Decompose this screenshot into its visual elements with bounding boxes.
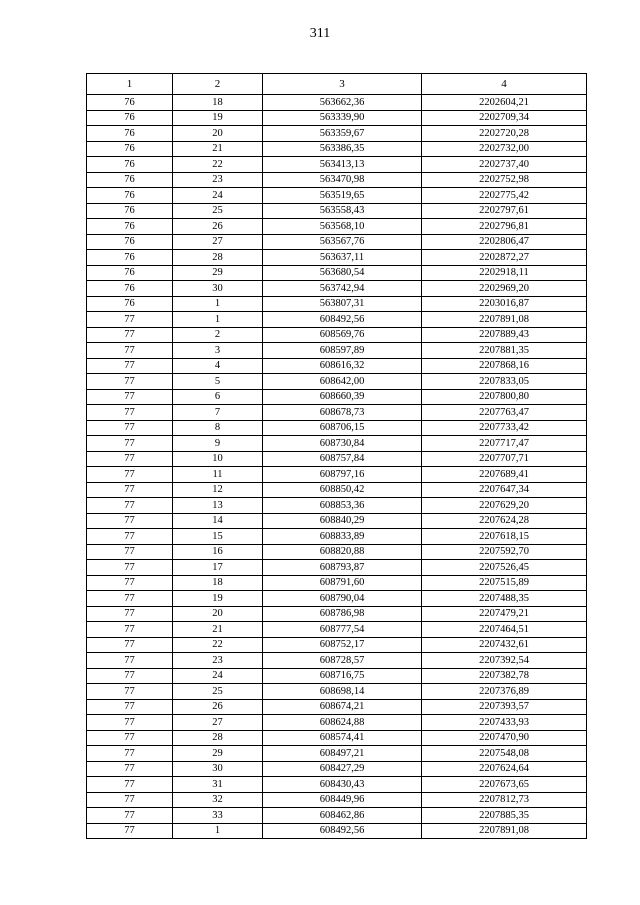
object-number-cell: 77 bbox=[87, 792, 173, 808]
point-number-cell: 30 bbox=[173, 761, 263, 777]
table-row bbox=[87, 343, 587, 359]
y-coordinate-cell: 2207432,61 bbox=[422, 637, 587, 653]
object-number-cell: 77 bbox=[87, 730, 173, 746]
y-coordinate-cell: 2207891,08 bbox=[422, 312, 587, 328]
object-number-cell: 77 bbox=[87, 529, 173, 545]
table-row bbox=[87, 172, 587, 188]
y-coordinate-cell: 2202796,81 bbox=[422, 219, 587, 235]
table-row bbox=[87, 808, 587, 824]
x-coordinate-cell: 608492,56 bbox=[263, 823, 422, 839]
object-number-cell: 77 bbox=[87, 358, 173, 374]
table-row bbox=[87, 188, 587, 204]
point-number-cell: 24 bbox=[173, 188, 263, 204]
table-row bbox=[87, 792, 587, 808]
y-coordinate-cell: 2207618,15 bbox=[422, 529, 587, 545]
point-number-cell: 12 bbox=[173, 482, 263, 498]
object-number-cell: 77 bbox=[87, 823, 173, 839]
x-coordinate-cell: 608616,32 bbox=[263, 358, 422, 374]
point-number-cell: 18 bbox=[173, 575, 263, 591]
object-number-cell: 76 bbox=[87, 157, 173, 173]
table-row bbox=[87, 436, 587, 452]
y-coordinate-cell: 2207464,51 bbox=[422, 622, 587, 638]
object-number-cell: 77 bbox=[87, 761, 173, 777]
point-number-cell: 31 bbox=[173, 777, 263, 793]
point-number-cell: 8 bbox=[173, 420, 263, 436]
point-number-cell: 9 bbox=[173, 436, 263, 452]
x-coordinate-cell: 563568,10 bbox=[263, 219, 422, 235]
y-coordinate-cell: 2207833,05 bbox=[422, 374, 587, 390]
x-coordinate-cell: 563742,94 bbox=[263, 281, 422, 297]
point-number-cell: 3 bbox=[173, 343, 263, 359]
object-number-cell: 77 bbox=[87, 389, 173, 405]
y-coordinate-cell: 2207881,35 bbox=[422, 343, 587, 359]
y-coordinate-cell: 2202969,20 bbox=[422, 281, 587, 297]
y-coordinate-cell: 2207673,65 bbox=[422, 777, 587, 793]
y-coordinate-cell: 2202737,40 bbox=[422, 157, 587, 173]
x-coordinate-cell: 608449,96 bbox=[263, 792, 422, 808]
y-coordinate-cell: 2207382,78 bbox=[422, 668, 587, 684]
object-number-cell: 77 bbox=[87, 312, 173, 328]
y-coordinate-cell: 2207433,93 bbox=[422, 715, 587, 731]
table-row bbox=[87, 699, 587, 715]
table-row bbox=[87, 637, 587, 653]
x-coordinate-cell: 608569,76 bbox=[263, 327, 422, 343]
object-number-cell: 77 bbox=[87, 808, 173, 824]
table-row bbox=[87, 730, 587, 746]
object-number-cell: 77 bbox=[87, 622, 173, 638]
y-coordinate-cell: 2207376,89 bbox=[422, 684, 587, 700]
table-row bbox=[87, 668, 587, 684]
point-number-cell: 1 bbox=[173, 823, 263, 839]
y-coordinate-cell: 2207763,47 bbox=[422, 405, 587, 421]
object-number-cell: 77 bbox=[87, 327, 173, 343]
point-number-cell: 16 bbox=[173, 544, 263, 560]
point-number-cell: 20 bbox=[173, 606, 263, 622]
object-number-cell: 77 bbox=[87, 684, 173, 700]
point-number-cell: 25 bbox=[173, 684, 263, 700]
object-number-cell: 77 bbox=[87, 653, 173, 669]
x-coordinate-cell: 608430,43 bbox=[263, 777, 422, 793]
object-number-cell: 77 bbox=[87, 343, 173, 359]
object-number-cell: 77 bbox=[87, 746, 173, 762]
table-row bbox=[87, 591, 587, 607]
point-number-cell: 23 bbox=[173, 172, 263, 188]
y-coordinate-cell: 2203016,87 bbox=[422, 296, 587, 312]
x-coordinate-cell: 563519,65 bbox=[263, 188, 422, 204]
x-coordinate-cell: 608790,04 bbox=[263, 591, 422, 607]
x-coordinate-cell: 608462,86 bbox=[263, 808, 422, 824]
object-number-cell: 76 bbox=[87, 141, 173, 157]
object-number-cell: 77 bbox=[87, 560, 173, 576]
x-coordinate-cell: 608698,14 bbox=[263, 684, 422, 700]
object-number-cell: 77 bbox=[87, 498, 173, 514]
table-row bbox=[87, 498, 587, 514]
y-coordinate-cell: 2202918,11 bbox=[422, 265, 587, 281]
y-coordinate-cell: 2207488,35 bbox=[422, 591, 587, 607]
y-coordinate-cell: 2202775,42 bbox=[422, 188, 587, 204]
y-coordinate-cell: 2207470,90 bbox=[422, 730, 587, 746]
object-number-cell: 77 bbox=[87, 591, 173, 607]
point-number-cell: 1 bbox=[173, 296, 263, 312]
table-row bbox=[87, 405, 587, 421]
x-coordinate-cell: 563558,43 bbox=[263, 203, 422, 219]
point-number-cell: 32 bbox=[173, 792, 263, 808]
y-coordinate-cell: 2202732,00 bbox=[422, 141, 587, 157]
x-coordinate-cell: 608728,57 bbox=[263, 653, 422, 669]
object-number-cell: 77 bbox=[87, 715, 173, 731]
point-number-cell: 19 bbox=[173, 110, 263, 126]
y-coordinate-cell: 2207629,20 bbox=[422, 498, 587, 514]
x-coordinate-cell: 608850,42 bbox=[263, 482, 422, 498]
object-number-cell: 77 bbox=[87, 513, 173, 529]
table-row bbox=[87, 250, 587, 266]
x-coordinate-cell: 608791,60 bbox=[263, 575, 422, 591]
point-number-cell: 13 bbox=[173, 498, 263, 514]
x-coordinate-cell: 563339,90 bbox=[263, 110, 422, 126]
table-row bbox=[87, 296, 587, 312]
x-coordinate-cell: 563567,76 bbox=[263, 234, 422, 250]
y-coordinate-cell: 2207868,16 bbox=[422, 358, 587, 374]
table-row bbox=[87, 219, 587, 235]
object-number-cell: 77 bbox=[87, 544, 173, 560]
x-coordinate-cell: 608497,21 bbox=[263, 746, 422, 762]
table-row bbox=[87, 823, 587, 839]
y-coordinate-cell: 2202872,27 bbox=[422, 250, 587, 266]
object-number-cell: 77 bbox=[87, 451, 173, 467]
object-number-cell: 77 bbox=[87, 405, 173, 421]
y-coordinate-cell: 2207891,08 bbox=[422, 823, 587, 839]
table-row bbox=[87, 715, 587, 731]
table-row bbox=[87, 451, 587, 467]
coordinates-table bbox=[86, 73, 587, 839]
point-number-cell: 23 bbox=[173, 653, 263, 669]
x-coordinate-cell: 608797,16 bbox=[263, 467, 422, 483]
y-coordinate-cell: 2207548,08 bbox=[422, 746, 587, 762]
object-number-cell: 77 bbox=[87, 777, 173, 793]
y-coordinate-cell: 2202720,28 bbox=[422, 126, 587, 142]
y-coordinate-cell: 2207885,35 bbox=[422, 808, 587, 824]
x-coordinate-cell: 608492,56 bbox=[263, 312, 422, 328]
point-number-cell: 30 bbox=[173, 281, 263, 297]
y-coordinate-cell: 2202752,98 bbox=[422, 172, 587, 188]
y-coordinate-cell: 2207479,21 bbox=[422, 606, 587, 622]
table-row bbox=[87, 761, 587, 777]
y-coordinate-cell: 2207624,64 bbox=[422, 761, 587, 777]
object-number-cell: 76 bbox=[87, 250, 173, 266]
object-number-cell: 77 bbox=[87, 668, 173, 684]
table-row bbox=[87, 777, 587, 793]
table-row bbox=[87, 203, 587, 219]
point-number-cell: 28 bbox=[173, 730, 263, 746]
object-number-cell: 76 bbox=[87, 234, 173, 250]
point-number-cell: 2 bbox=[173, 327, 263, 343]
y-coordinate-cell: 2207733,42 bbox=[422, 420, 587, 436]
point-number-cell: 29 bbox=[173, 746, 263, 762]
x-coordinate-cell: 563662,36 bbox=[263, 95, 422, 111]
x-coordinate-cell: 563386,35 bbox=[263, 141, 422, 157]
object-number-cell: 77 bbox=[87, 374, 173, 390]
x-coordinate-cell: 608574,41 bbox=[263, 730, 422, 746]
point-number-cell: 26 bbox=[173, 219, 263, 235]
column-header-2: 2 bbox=[173, 74, 263, 95]
point-number-cell: 24 bbox=[173, 668, 263, 684]
x-coordinate-cell: 608730,84 bbox=[263, 436, 422, 452]
object-number-cell: 77 bbox=[87, 467, 173, 483]
table-row bbox=[87, 560, 587, 576]
y-coordinate-cell: 2207592,70 bbox=[422, 544, 587, 560]
column-header-3: 3 bbox=[263, 74, 422, 95]
x-coordinate-cell: 608853,36 bbox=[263, 498, 422, 514]
table-row bbox=[87, 575, 587, 591]
point-number-cell: 21 bbox=[173, 141, 263, 157]
y-coordinate-cell: 2207717,47 bbox=[422, 436, 587, 452]
x-coordinate-cell: 563807,31 bbox=[263, 296, 422, 312]
x-coordinate-cell: 608597,89 bbox=[263, 343, 422, 359]
object-number-cell: 77 bbox=[87, 637, 173, 653]
table-row bbox=[87, 95, 587, 111]
x-coordinate-cell: 563470,98 bbox=[263, 172, 422, 188]
y-coordinate-cell: 2202797,61 bbox=[422, 203, 587, 219]
point-number-cell: 19 bbox=[173, 591, 263, 607]
table-row bbox=[87, 420, 587, 436]
object-number-cell: 76 bbox=[87, 172, 173, 188]
y-coordinate-cell: 2207800,80 bbox=[422, 389, 587, 405]
y-coordinate-cell: 2202806,47 bbox=[422, 234, 587, 250]
y-coordinate-cell: 2207526,45 bbox=[422, 560, 587, 576]
point-number-cell: 22 bbox=[173, 157, 263, 173]
object-number-cell: 76 bbox=[87, 265, 173, 281]
table-row bbox=[87, 374, 587, 390]
table-row bbox=[87, 234, 587, 250]
x-coordinate-cell: 608777,54 bbox=[263, 622, 422, 638]
x-coordinate-cell: 608786,98 bbox=[263, 606, 422, 622]
table-row bbox=[87, 157, 587, 173]
table-row bbox=[87, 265, 587, 281]
table-row bbox=[87, 544, 587, 560]
x-coordinate-cell: 563413,13 bbox=[263, 157, 422, 173]
point-number-cell: 21 bbox=[173, 622, 263, 638]
point-number-cell: 6 bbox=[173, 389, 263, 405]
table-row bbox=[87, 606, 587, 622]
x-coordinate-cell: 608706,15 bbox=[263, 420, 422, 436]
point-number-cell: 22 bbox=[173, 637, 263, 653]
point-number-cell: 26 bbox=[173, 699, 263, 715]
object-number-cell: 76 bbox=[87, 219, 173, 235]
table-row bbox=[87, 529, 587, 545]
table-row bbox=[87, 126, 587, 142]
y-coordinate-cell: 2207707,71 bbox=[422, 451, 587, 467]
y-coordinate-cell: 2207889,43 bbox=[422, 327, 587, 343]
object-number-cell: 77 bbox=[87, 699, 173, 715]
table-row bbox=[87, 684, 587, 700]
object-number-cell: 77 bbox=[87, 575, 173, 591]
table-row bbox=[87, 327, 587, 343]
x-coordinate-cell: 563359,67 bbox=[263, 126, 422, 142]
object-number-cell: 77 bbox=[87, 482, 173, 498]
x-coordinate-cell: 608840,29 bbox=[263, 513, 422, 529]
x-coordinate-cell: 563680,54 bbox=[263, 265, 422, 281]
table-row bbox=[87, 141, 587, 157]
point-number-cell: 33 bbox=[173, 808, 263, 824]
x-coordinate-cell: 608674,21 bbox=[263, 699, 422, 715]
table-header-row bbox=[87, 74, 587, 95]
x-coordinate-cell: 608716,75 bbox=[263, 668, 422, 684]
table-body bbox=[87, 95, 587, 839]
object-number-cell: 76 bbox=[87, 203, 173, 219]
table-row bbox=[87, 622, 587, 638]
x-coordinate-cell: 608793,87 bbox=[263, 560, 422, 576]
point-number-cell: 1 bbox=[173, 312, 263, 328]
point-number-cell: 17 bbox=[173, 560, 263, 576]
point-number-cell: 28 bbox=[173, 250, 263, 266]
x-coordinate-cell: 608833,89 bbox=[263, 529, 422, 545]
point-number-cell: 27 bbox=[173, 715, 263, 731]
x-coordinate-cell: 608752,17 bbox=[263, 637, 422, 653]
table-row bbox=[87, 653, 587, 669]
point-number-cell: 7 bbox=[173, 405, 263, 421]
point-number-cell: 18 bbox=[173, 95, 263, 111]
point-number-cell: 10 bbox=[173, 451, 263, 467]
y-coordinate-cell: 2207393,57 bbox=[422, 699, 587, 715]
table-row bbox=[87, 467, 587, 483]
object-number-cell: 76 bbox=[87, 126, 173, 142]
point-number-cell: 20 bbox=[173, 126, 263, 142]
table-row bbox=[87, 746, 587, 762]
point-number-cell: 11 bbox=[173, 467, 263, 483]
object-number-cell: 77 bbox=[87, 436, 173, 452]
object-number-cell: 76 bbox=[87, 188, 173, 204]
column-header-4: 4 bbox=[422, 74, 587, 95]
object-number-cell: 76 bbox=[87, 110, 173, 126]
x-coordinate-cell: 563637,11 bbox=[263, 250, 422, 266]
y-coordinate-cell: 2202604,21 bbox=[422, 95, 587, 111]
table-row bbox=[87, 513, 587, 529]
object-number-cell: 77 bbox=[87, 606, 173, 622]
x-coordinate-cell: 608660,39 bbox=[263, 389, 422, 405]
object-number-cell: 76 bbox=[87, 95, 173, 111]
y-coordinate-cell: 2207689,41 bbox=[422, 467, 587, 483]
x-coordinate-cell: 608820,88 bbox=[263, 544, 422, 560]
point-number-cell: 4 bbox=[173, 358, 263, 374]
table-row bbox=[87, 281, 587, 297]
x-coordinate-cell: 608427,29 bbox=[263, 761, 422, 777]
y-coordinate-cell: 2207812,73 bbox=[422, 792, 587, 808]
table-row bbox=[87, 358, 587, 374]
object-number-cell: 76 bbox=[87, 281, 173, 297]
y-coordinate-cell: 2207647,34 bbox=[422, 482, 587, 498]
object-number-cell: 77 bbox=[87, 420, 173, 436]
point-number-cell: 27 bbox=[173, 234, 263, 250]
x-coordinate-cell: 608642,00 bbox=[263, 374, 422, 390]
point-number-cell: 25 bbox=[173, 203, 263, 219]
x-coordinate-cell: 608757,84 bbox=[263, 451, 422, 467]
point-number-cell: 29 bbox=[173, 265, 263, 281]
table-row bbox=[87, 389, 587, 405]
object-number-cell: 76 bbox=[87, 296, 173, 312]
page-number: 311 bbox=[309, 26, 331, 41]
x-coordinate-cell: 608624,88 bbox=[263, 715, 422, 731]
point-number-cell: 5 bbox=[173, 374, 263, 390]
x-coordinate-cell: 608678,73 bbox=[263, 405, 422, 421]
table-row bbox=[87, 312, 587, 328]
point-number-cell: 14 bbox=[173, 513, 263, 529]
y-coordinate-cell: 2207624,28 bbox=[422, 513, 587, 529]
table-row bbox=[87, 482, 587, 498]
column-header-1: 1 bbox=[87, 74, 173, 95]
y-coordinate-cell: 2202709,34 bbox=[422, 110, 587, 126]
y-coordinate-cell: 2207392,54 bbox=[422, 653, 587, 669]
point-number-cell: 15 bbox=[173, 529, 263, 545]
y-coordinate-cell: 2207515,89 bbox=[422, 575, 587, 591]
table-row bbox=[87, 110, 587, 126]
